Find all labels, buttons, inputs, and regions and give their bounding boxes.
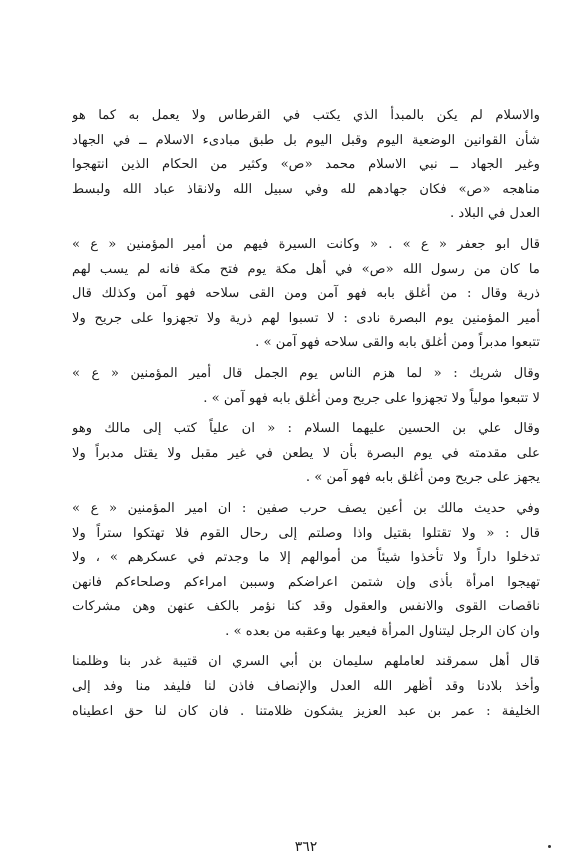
text-line: وقال شريك : « لما هزم الناس يوم الجمل قال أمير المؤمنين « ع » bbox=[72, 365, 540, 381]
paragraph-1 bbox=[72, 104, 540, 227]
paragraph-3 bbox=[72, 362, 540, 411]
text-line: أمير المؤمنين يوم البصرة نادى : لا تسبوا لهم ذرية ولا تجهزوا على جريح ولا bbox=[72, 310, 540, 326]
text-line: مناهجه «ص» فكان جهادهم لله وفي سبيل الله ولانقاذ عباد الله ولبسط bbox=[72, 181, 540, 197]
text-line: ما كان من رسول الله «ص» في أهل مكة يوم فتح مكة فانه لم يسب لهم bbox=[72, 261, 540, 277]
text-line: ذرية وقال : من أغلق بابه فهو آمن ومن القى سلاحه فهو آمن وكذلك قال bbox=[72, 286, 540, 302]
text-line: العدل في البلاد . bbox=[449, 206, 540, 222]
page-number: ٣٦٢ bbox=[294, 839, 318, 855]
text-line: شأن القوانين الوضعية اليوم وقبل اليوم بل طبق مبادىء الاسلام ــ في الجهاد bbox=[72, 132, 540, 148]
text-line: لا تتبعوا مولياً ولا تجهزوا على جريح ومن أغلق بابه فهو آمن » . bbox=[203, 390, 540, 406]
text-line: قال أهل سمرقند لعاملهم سليمان بن أبي السري ان قتيبة غدر بنا وظلمنا bbox=[72, 654, 540, 670]
text-line: يجهز على جريح ومن أغلق بابه فهو آمن » . bbox=[305, 470, 540, 486]
text-line: تهيجوا امرأة بأذى وإن شتمن اعراضكم وسببن امراءكم وصلحاءكم فانهن bbox=[72, 574, 540, 590]
text-line: وغير الجهاد ــ نبي الاسلام محمد «ص» وكثير من الحكام الذين انتهجوا bbox=[72, 157, 540, 173]
text-line: قال : « ولا تقتلوا بقتيل واذا وصلتم إلى رحال القوم فلا تهتكوا ستراً ولا bbox=[72, 525, 540, 541]
text-line: ناقصات القوى والانفس والعقول وقد كنا نؤمر بالكف عنهن وهن مشركات bbox=[72, 599, 540, 615]
page-body bbox=[72, 104, 540, 855]
paragraph-2 bbox=[72, 233, 540, 356]
text-line: وأخذ بلادنا وقد أظهر الله العدل والإنصاف فاذن لنا فليفد منا وفد إلى bbox=[72, 679, 540, 695]
text-line: وان كان الرجل ليتناول المرأة فيعير بها وعقبه من بعده » . bbox=[225, 623, 540, 639]
paragraph-6 bbox=[72, 650, 540, 724]
page-footer bbox=[72, 839, 540, 865]
text-line: على مقدمته في يوم البصرة بأن لا يطعن في غير مقبل ولا يقتل مدبراً ولا bbox=[72, 445, 540, 461]
text-line: قال ابو جعفر « ع » . « وكانت السيرة فيهم من أمير المؤمنين « ع » bbox=[72, 236, 540, 252]
text-line: وقال علي بن الحسين عليهما السلام : « ان علياً كتب إلى مالك وهو bbox=[72, 421, 540, 437]
text-line: والاسلام لم يكن بالمبدأ الذي يكتب في القرطاس ولا يعمل به كما هو bbox=[72, 108, 540, 123]
text-line: الخليفة : عمر بن عبد العزيز يشكون ظلامتنا . فان كان لنا حق اعطيناه bbox=[72, 703, 540, 719]
page-dot-mark bbox=[548, 845, 551, 848]
paragraph-5 bbox=[72, 497, 540, 645]
text-line: وفي حديث مالك بن أعين يصف حرب صفين : ان امير المؤمنين « ع » bbox=[72, 500, 540, 516]
text-line: تدخلوا داراً ولا تأخذوا شيئاً من أموالهم إلا ما وجدتم في عسكرهم » ، ولا bbox=[72, 550, 540, 566]
paragraph-4 bbox=[72, 417, 540, 491]
text-line: تتبعوا مدبراً ومن أغلق بابه والقى سلاحه فهو آمن » . bbox=[255, 335, 540, 351]
